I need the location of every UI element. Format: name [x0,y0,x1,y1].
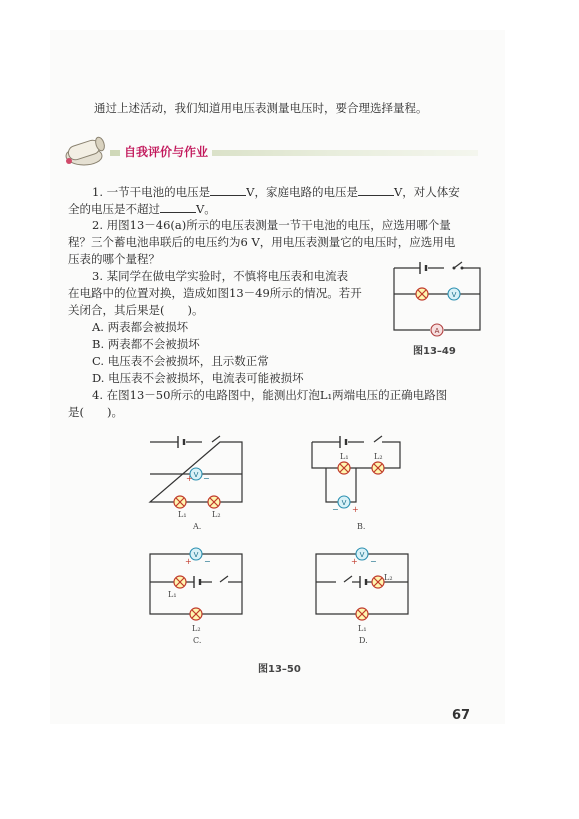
plus-sign: + [352,505,359,514]
label-l2: L₂ [374,452,383,461]
lamp-icon [416,288,428,300]
q4-line2: 是( )。 [68,405,123,419]
label-l1: L₁ [178,510,187,519]
voltmeter-label: V [193,471,199,479]
q3-option-c[interactable]: C. 电压表不会被损坏，且示数正常 [92,354,269,368]
q1-text-c: V，对人体安 [393,185,460,199]
q1-line2 [68,201,216,217]
label-l2: L₂ [192,624,201,633]
answer-blank[interactable] [210,184,246,196]
circuit-b-label: B. [357,522,366,531]
q2-line1: 2. 用图13－46(a)所示的电压表测量一节干电池的电压，应选用哪个量 [92,218,451,232]
voltmeter-label: V [359,551,365,559]
label-l2: L₂ [384,573,393,582]
q2-line2: 程？三个蓄电池串联后的电压约为6 V，用电压表测量它的电压时，应选用电 [68,235,456,249]
section-title: 自我评价与作业 [120,143,212,160]
lamp-l1-icon [174,576,186,588]
q3-line3: 关闭合，其后果是( )。 [68,303,204,317]
figure-13-50-caption: 图13–50 [258,664,301,675]
q1-line1 [92,184,460,200]
q2-line3: 压表的哪个量程？ [68,252,160,266]
lamp-l1-icon [338,462,350,474]
voltmeter-label: V [193,551,199,559]
lamp-l1-icon [356,608,368,620]
circuit-d [316,552,416,632]
minus-sign: − [332,505,339,514]
q3-line2: 在电路中的位置对换，造成如图13－49所示的情况。若开 [68,286,362,300]
lamp-l2-icon [190,608,202,620]
plus-sign: + [351,557,358,566]
lamp-l2-icon [208,496,220,508]
minus-sign: − [203,474,210,483]
lamp-l1-icon [174,496,186,508]
q1-text-d: 全的电压是不超过 [68,202,160,216]
answer-blank[interactable] [358,184,394,196]
q3-option-d[interactable]: D. 电压表不会被损坏，电流表可能被损坏 [92,371,304,385]
circuit-d-label: D. [359,636,368,645]
label-l1: L₁ [340,452,349,461]
lamp-l2-icon [372,462,384,474]
label-l1: L₁ [358,624,367,633]
circuit-a [150,440,250,520]
circuit-c [150,552,250,632]
voltmeter-label: V [341,499,347,507]
lamp-l2-icon [372,576,384,588]
ammeter-label: A [434,327,440,335]
q1-text-b: V，家庭电路的电压是 [246,185,358,199]
figure-13-49 [392,258,492,338]
circuit-a-label: A. [193,522,202,531]
intro-text: 通过上述活动，我们知道用电压表测量电压时，要合理选择量程。 [94,101,428,115]
circuit-c-label: C. [193,636,202,645]
q1-text-e: V。 [196,202,216,216]
q3-option-b[interactable]: B. 两表都不会被损坏 [92,337,200,351]
section-header [62,134,478,168]
figure-13-49-caption: 图13–49 [413,346,456,357]
q3-option-a[interactable]: A. 两表都会被损坏 [92,320,189,334]
voltmeter-label: V [451,291,457,299]
scroll-icon [62,134,112,168]
minus-sign: − [370,557,377,566]
plus-sign: + [186,474,193,483]
q4-line1: 4. 在图13－50所示的电路图中，能测出灯泡L₁两端电压的正确电路图 [92,388,448,402]
q3-line1: 3. 某同学在做电学实验时，不慎将电压表和电流表 [92,269,349,283]
page-number: 67 [452,708,471,723]
label-l1: L₁ [168,590,177,599]
minus-sign: − [204,557,211,566]
plus-sign: + [185,557,192,566]
answer-blank[interactable] [160,201,196,213]
circuit-b [312,440,412,520]
q1-text-a: 1. 一节干电池的电压是 [92,185,211,199]
label-l2: L₂ [212,510,221,519]
